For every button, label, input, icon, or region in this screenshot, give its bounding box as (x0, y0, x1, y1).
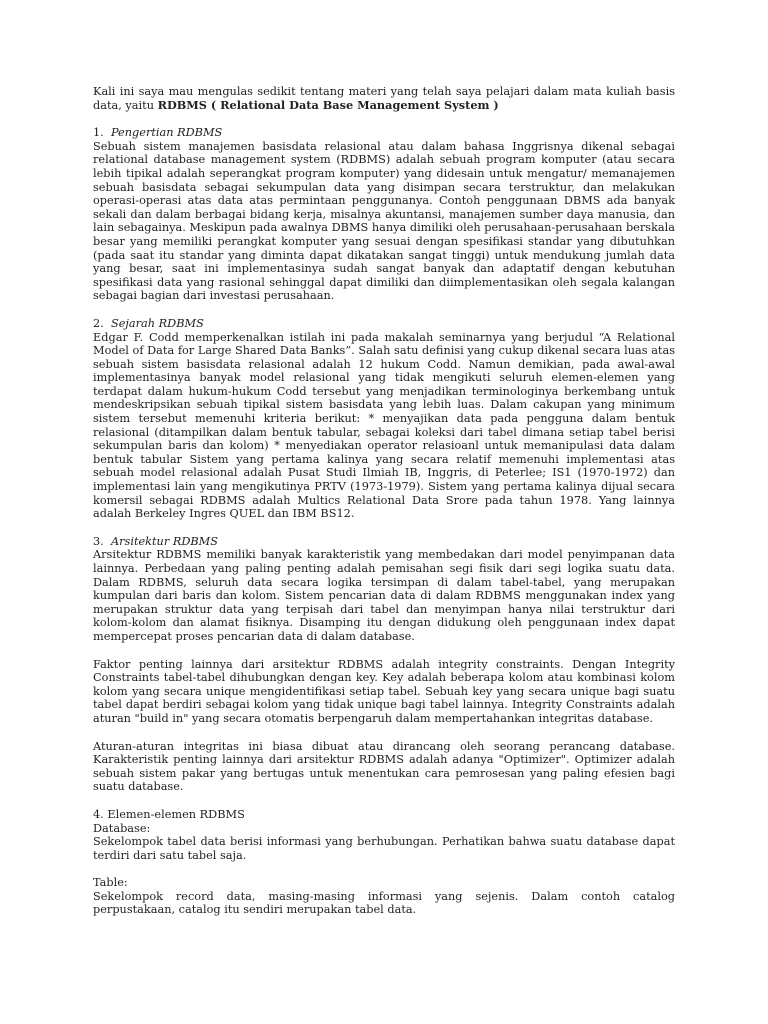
term-description: Sekelompok tabel data berisi informasi yang berhubungan. Perhatikan bahwa suatu database dapat terdiri dari satu tabel saja. (93, 835, 675, 862)
section-heading: 4. Elemen-elemen RDBMS (93, 807, 245, 821)
section-paragraph: Arsitektur RDBMS memiliki banyak karakteristik yang membedakan dari model penyimpanan data lainnya. Perbedaan yang paling penting adalah pemisahan segi fisik dari segi logika suatu data. Dalam RDBMS, seluruh data secara logika tersimpan di dalam tabel-tabel, yang merupakan kumpulan dari baris dan kolom. Sistem pencarian data di dalam RDBMS menggunakan index yang merupakan struktur data yang terpisah dari tabel dan menyimpan hanya nilai terstruktur dari kolom-kolom dan alamat fisiknya. Disamping itu dengan didukung oleh penggunaan index dapat mempercepat proses pencarian data di dalam database. (93, 548, 675, 643)
section-arsitektur (93, 535, 675, 644)
section-elemen (93, 808, 675, 862)
section-pengertian (93, 126, 675, 303)
section-heading: 2. Sejarah RDBMS (93, 316, 204, 330)
term-table (93, 876, 675, 917)
document-page (93, 85, 675, 931)
section-paragraph: Faktor penting lainnya dari arsitektur RDBMS adalah integrity constraints. Dengan Integrity Constraints tabel-tabel dihubungkan dengan key. Key adalah beberapa kolom atau kombinasi kolom kolom yang secara unique mengidentifikasi setiap tabel. Sebuah key yang secara unique bagi suatu tabel dapat berdiri sebagai kolom yang tidak unique bagi tabel lainnya. Integrity Constraints adalah aturan "build in" yang secara otomatis berpengaruh dalam mempertahankan integritas database. (93, 657, 675, 725)
intro-text: Kali ini saya mau mengulas sedikit tentang materi yang telah saya pelajari dalam mata kuliah basis data, yaitu (93, 85, 675, 112)
section-paragraph: Aturan-aturan integritas ini biasa dibuat atau dirancang oleh seorang perancang database. Karakteristik penting lainnya dari arsitektur RDBMS adalah adanya "Optimizer". Optimizer adalah sebuah sistem pakar yang bertugas untuk menentukan cara pemrosesan yang paling efesien bagi suatu database. (93, 739, 675, 794)
term-label: Database: (93, 821, 151, 835)
term-label: Table: (93, 876, 128, 890)
section-paragraph: Edgar F. Codd memperkenalkan istilah ini pada makalah seminarnya yang berjudul “A Relational Model of Data for Large Shared Data Banks”. Salah satu definisi yang cukup dikenal secara luas atas sebuah sistem basisdata relasional adalah 12 hukum Codd. Namun demikian, pada awal-awal implementasinya banyak model relasional yang tidak mengikuti seluruh elemen-elemen yang terdapat dalam hukum-hukum Codd tersebut yang menjadikan terminologinya berkembang untuk mendeskripsikan sebuah tipikal sistem basisdata yang lebih luas. Dalam cakupan yang minimum sistem tersebut memenuhi kriteria berikut: * menyajikan data pada pengguna dalam bentuk relasional (ditampilkan dalam bentuk tabular, sebagai koleksi dari tabel dimana setiap tabel berisi sekumpulan baris dan kolom) * menyediakan operator relasioanl untuk memanipulasi data dalam bentuk tabular Sistem yang pertama kalinya yang secara relatif memenuhi implementasi atas sebuah model relasional adalah Pusat Studi Ilmiah IB, Inggris, di Peterlee; IS1 (1970-1972) dan implementasi lain yang mengikutinya PRTV (1973-1979). Sistem yang pertama kalinya dijual secara komersil sebagai RDBMS adalah Multics Relational Data Srore pada tahun 1978. Yang lainnya adalah Berkeley Ingres QUEL dan IBM BS12. (93, 330, 675, 521)
intro-paragraph (93, 85, 675, 112)
section-heading: 1. Pengertian RDBMS (93, 126, 223, 140)
section-heading: 3. Arsitektur RDBMS (93, 534, 218, 548)
section-sejarah (93, 317, 675, 521)
section-paragraph: Sebuah sistem manajemen basisdata relasional atau dalam bahasa Inggrisnya dikenal sebagai relational database management system (RDBMS) adalah sebuah program komputer (atau secara lebih tipikal adalah seperangkat program komputer) yang didesain untuk mengatur/ memanajemen sebuah basisdata sebagai sekumpulan data yang disimpan secara terstruktur, dan melakukan operasi-operasi atas data atas permintaan penggunanya. Contoh penggunaan DBMS ada banyak sekali dan dalam berbagai bidang kerja, misalnya akuntansi, manajemen sumber daya manusia, dan lain sebagainya. Meskipun pada awalnya DBMS hanya dimiliki oleh perusahaan-perusahaan berskala besar yang memiliki perangkat komputer yang sesuai dengan spesifikasi standar yang dibutuhkan (pada saat itu standar yang diminta dapat dikatakan sangat tinggi) untuk mendukung jumlah data yang besar, saat ini implementasinya sudah sangat banyak dan adaptatif dengan kebutuhan spesifikasi data yang rasional sehinggal dapat dimiliki dan diimplementasikan oleh segala kalangan sebagai bagian dari investasi perusahaan. (93, 139, 675, 303)
term-description: Sekelompok record data, masing-masing informasi yang sejenis. Dalam contoh catalog perpustakaan, catalog itu sendiri merupakan tabel data. (93, 889, 675, 917)
intro-bold-title: RDBMS ( Relational Data Base Management System ) (157, 97, 499, 112)
